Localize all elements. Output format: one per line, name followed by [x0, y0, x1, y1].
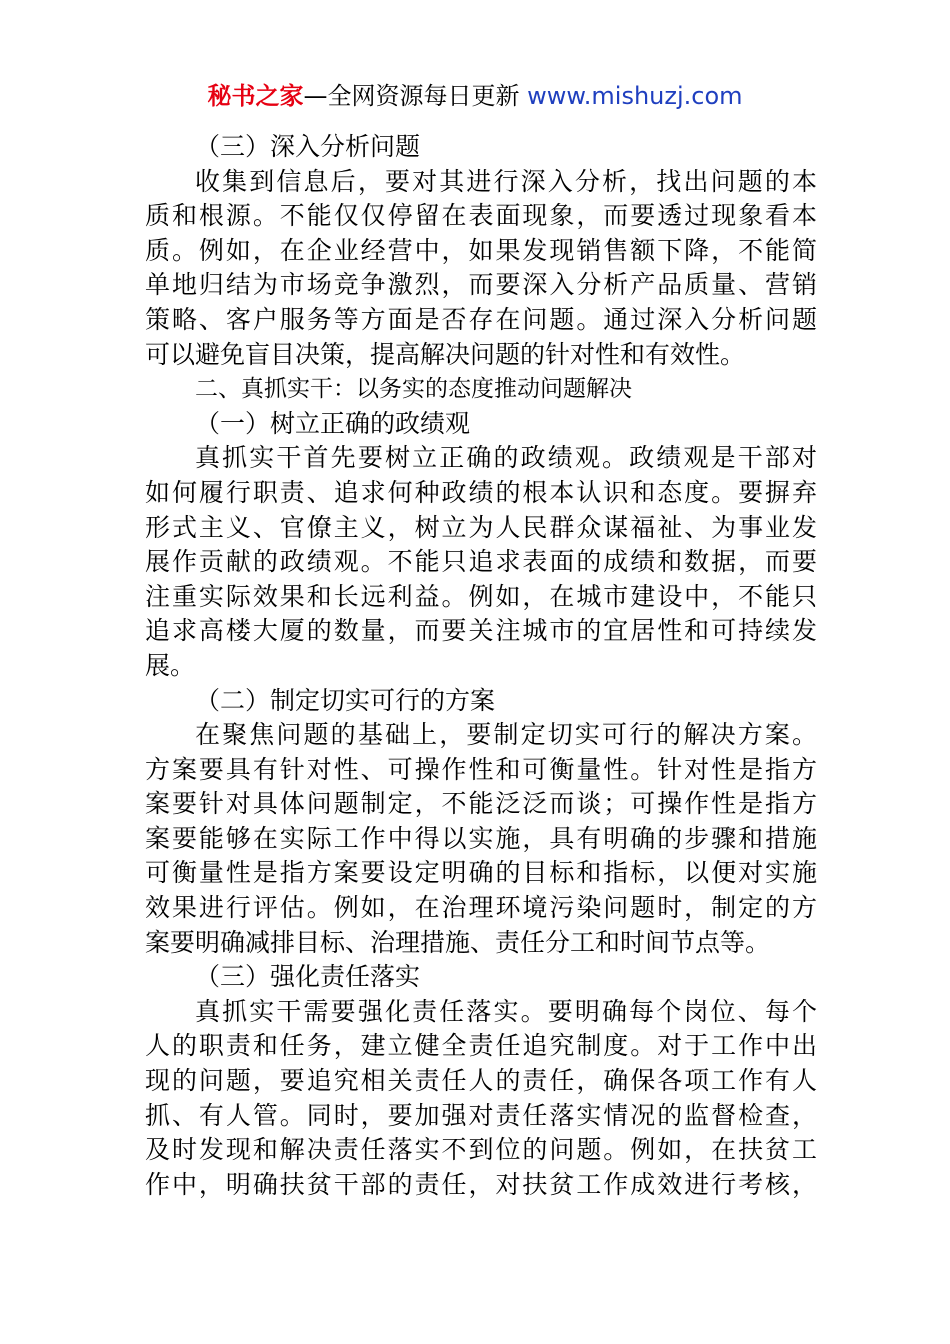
- paragraph-line: 如何履行职责、追求何种政绩的根本认识和态度。要摒弃: [145, 477, 817, 507]
- subheading: （三）强化责任落实: [195, 962, 421, 992]
- paragraph-line: 人的职责和任务，建立健全责任追究制度。对于工作中出: [145, 1031, 817, 1061]
- paragraph-line: 在聚焦问题的基础上，要制定切实可行的解决方案。: [195, 720, 817, 750]
- document-body: [145, 130, 817, 1202]
- site-tagline: —全网资源每日更新: [303, 82, 520, 110]
- paragraph-line: 追求高楼大厦的数量，而要关注城市的宜居性和可持续发: [145, 616, 817, 646]
- site-brand: 秘书之家: [207, 82, 304, 110]
- paragraph-line: 质。例如，在企业经营中，如果发现销售额下降，不能简: [145, 235, 817, 265]
- paragraph-line: 展。: [145, 650, 196, 680]
- site-url-link[interactable]: www.mishuzj.com: [527, 82, 743, 110]
- paragraph-line: 收集到信息后，要对其进行深入分析，找出问题的本: [195, 166, 817, 196]
- paragraph-line: 策略、客户服务等方面是否存在问题。通过深入分析问题: [145, 304, 817, 334]
- paragraph-line: 及时发现和解决责任落实不到位的问题。例如，在扶贫工: [145, 1135, 817, 1165]
- subheading: （二）制定切实可行的方案: [195, 685, 496, 715]
- paragraph-line: 可以避免盲目决策，提高解决问题的针对性和有效性。: [145, 339, 746, 369]
- paragraph-line: 作中，明确扶贫干部的责任，对扶贫工作成效进行考核，: [145, 1169, 817, 1199]
- paragraph-line: 抓、有人管。同时，要加强对责任落实情况的监督检查，: [145, 1100, 817, 1130]
- paragraph-line: 质和根源。不能仅仅停留在表面现象，而要透过现象看本: [145, 201, 817, 231]
- paragraph-line: 注重实际效果和长远利益。例如，在城市建设中，不能只: [145, 581, 817, 611]
- paragraph-line: 案要能够在实际工作中得以实施，具有明确的步骤和措施: [145, 823, 817, 853]
- section-heading: 二、真抓实干：以务实的态度推动问题解决: [195, 376, 632, 403]
- paragraph-line: 可衡量性是指方案要设定明确的目标和指标，以便对实施: [145, 858, 817, 888]
- paragraph-line: 现的问题，要追究相关责任人的责任，确保各项工作有人: [145, 1066, 817, 1096]
- paragraph-line: 展作贡献的政绩观。不能只追求表面的成绩和数据，而要: [145, 547, 817, 577]
- paragraph-line: 效果进行评估。例如，在治理环境污染问题时，制定的方: [145, 893, 817, 923]
- paragraph-line: 方案要具有针对性、可操作性和可衡量性。针对性是指方: [145, 754, 817, 784]
- paragraph-line: 案要明确减排目标、治理措施、责任分工和时间节点等。: [145, 927, 771, 957]
- paragraph-line: 单地归结为市场竞争激烈，而要深入分析产品质量、营销: [145, 270, 817, 300]
- paragraph-line: 真抓实干需要强化责任落实。要明确每个岗位、每个: [195, 996, 817, 1026]
- site-header: [0, 78, 950, 114]
- paragraph-line: 案要针对具体问题制定，不能泛泛而谈；可操作性是指方: [145, 789, 817, 819]
- paragraph-line: 真抓实干首先要树立正确的政绩观。政绩观是干部对: [195, 443, 817, 473]
- subheading: （三）深入分析问题: [195, 132, 421, 161]
- paragraph-line: 形式主义、官僚主义，树立为人民群众谋福祉、为事业发: [145, 512, 817, 542]
- subheading: （一）树立正确的政绩观: [195, 408, 471, 438]
